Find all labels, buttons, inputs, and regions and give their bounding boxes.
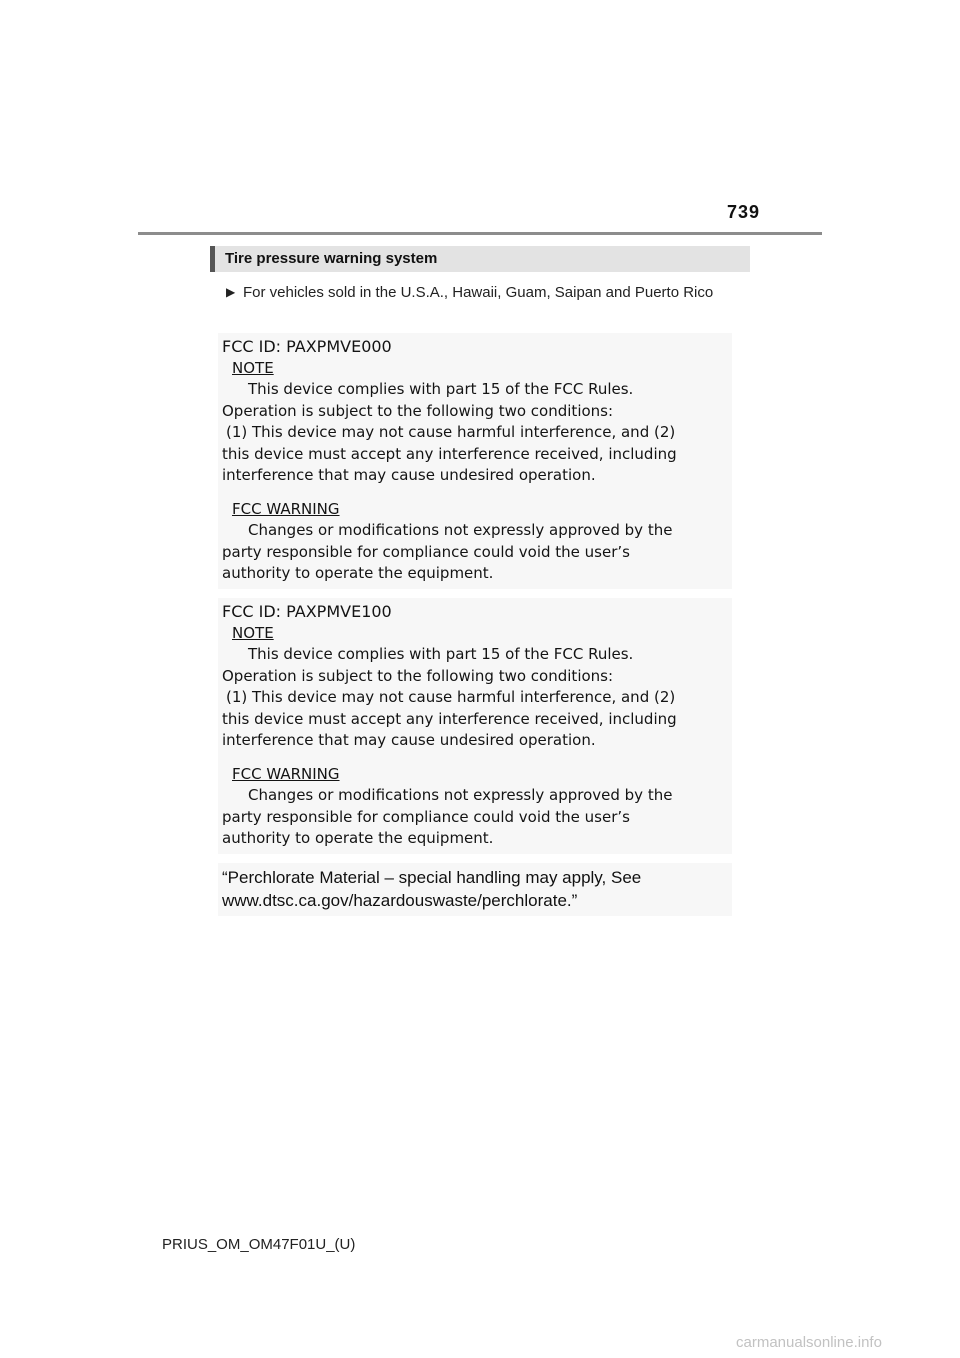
warning-line: party responsible for compliance could void the user’s [222,807,630,826]
fcc-id: FCC ID: PAXPMVE100 [222,602,392,621]
bullet-arrow-icon: ▶ [226,285,236,299]
note-line: Operation is subject to the following two conditions: [222,666,614,685]
note-title: NOTE [232,623,274,642]
note-line: (1) This device may not cause harmful interference, and (2) [226,423,676,441]
note-line: This device complies with part 15 of the FCC Rules. [248,645,634,663]
warning-line: Changes or modifications not expressly approved by the [248,786,673,804]
note-line: Operation is subject to the following two conditions: [222,401,614,420]
note-line: This device complies with part 15 of the FCC Rules. [248,380,634,398]
header-rule [138,232,822,235]
perchlorate-line: “Perchlorate Material – special handling may apply, See [222,868,642,887]
page-number: 739 [726,202,760,222]
note-line: this device must accept any interference received, including [222,444,677,463]
note-line: this device must accept any interference received, including [222,709,677,728]
bullet-item [226,280,746,305]
warning-title: FCC WARNING [232,499,340,518]
warning-title: FCC WARNING [232,764,340,783]
note-line: (1) This device may not cause harmful interference, and (2) [226,688,676,706]
fcc-id: FCC ID: PAXPMVE000 [222,337,392,356]
watermark: carmanualsonline.info [736,1334,882,1351]
note-title: NOTE [232,358,274,377]
perchlorate-line: www.dtsc.ca.gov/hazardouswaste/perchlorate.” [222,891,578,910]
warning-line: authority to operate the equipment. [222,829,494,847]
warning-line: party responsible for compliance could void the user’s [222,542,630,561]
bullet-text: For vehicles sold in the U.S.A., Hawaii, Guam, Saipan and Puerto Rico [243,284,714,301]
footer-code: PRIUS_OM_OM47F01U_(U) [162,1236,356,1253]
warning-line: Changes or modifications not expressly approved by the [248,521,673,539]
note-line: interference that may cause undesired operation. [222,466,596,484]
fcc-label-2 [218,598,732,854]
perchlorate-notice [218,863,732,916]
warning-line: authority to operate the equipment. [222,564,494,582]
section-heading: Tire pressure warning system [210,246,750,272]
note-line: interference that may cause undesired operation. [222,731,596,749]
fcc-label-1 [218,333,732,589]
